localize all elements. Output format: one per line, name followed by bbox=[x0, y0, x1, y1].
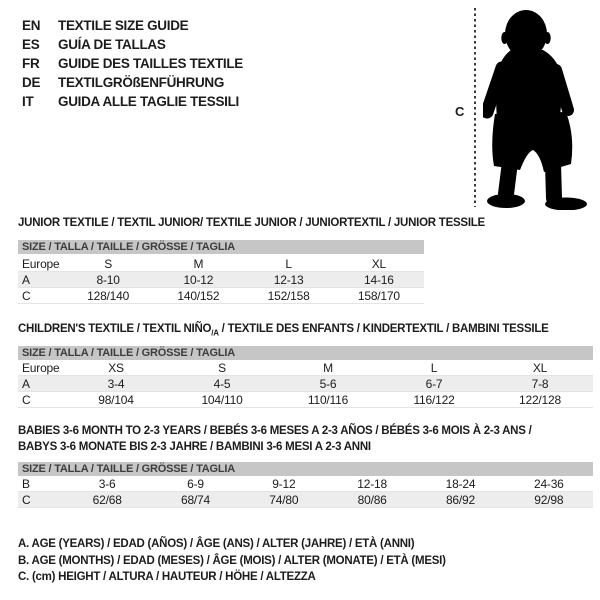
guide-title: GUIDA ALLE TAGLIE TESSILI bbox=[58, 94, 239, 109]
value-cell: 12-13 bbox=[244, 272, 334, 288]
table-row bbox=[18, 376, 593, 392]
value-cell: 24-36 bbox=[505, 476, 593, 492]
region-label: Europe bbox=[18, 256, 63, 272]
value-cell: 12-18 bbox=[328, 476, 416, 492]
babies-size-header-bar: SIZE / TALLA / TAILLE / GRÖSSE / TAGLIA bbox=[18, 462, 593, 476]
value-cell: 152/158 bbox=[244, 288, 334, 304]
size-cell: L bbox=[381, 360, 487, 376]
guide-title: GUÍA DE TALLAS bbox=[58, 37, 166, 52]
row-label: A bbox=[18, 376, 63, 392]
footnotes bbox=[18, 536, 446, 586]
language-code: DE bbox=[22, 75, 41, 90]
language-row bbox=[22, 16, 243, 35]
junior-section-title: JUNIOR TEXTILE / TEXTIL JUNIOR/ TEXTILE JUNIOR / JUNIORTEXTIL / JUNIOR TESSILE bbox=[18, 217, 485, 229]
value-cell: 3-4 bbox=[63, 376, 169, 392]
height-measure-label: C bbox=[455, 104, 465, 119]
row-label: C bbox=[18, 392, 63, 408]
language-row bbox=[22, 54, 243, 73]
value-cell: 116/122 bbox=[381, 392, 487, 408]
table-row bbox=[18, 272, 424, 288]
value-cell: 122/128 bbox=[487, 392, 593, 408]
table-row bbox=[18, 476, 593, 492]
language-row bbox=[22, 92, 243, 111]
value-cell: 18-24 bbox=[416, 476, 504, 492]
guide-title: TEXTILGRÖßENFÜHRUNG bbox=[58, 75, 225, 90]
size-cell: XS bbox=[63, 360, 169, 376]
table-row bbox=[18, 492, 593, 508]
value-cell: 140/152 bbox=[153, 288, 243, 304]
size-cell: M bbox=[275, 360, 381, 376]
footnote-a: A. AGE (YEARS) / EDAD (AÑOS) / ÂGE (ANS) / ALTER (JAHRE) / ETÀ (ANNI) bbox=[18, 538, 415, 550]
size-cell: XL bbox=[334, 256, 424, 272]
guide-title: GUIDE DES TAILLES TEXTILE bbox=[58, 56, 244, 71]
region-label: Europe bbox=[18, 360, 63, 376]
baby-silhouette-image bbox=[483, 4, 597, 210]
footnote-c: C. (cm) HEIGHT / ALTURA / HAUTEUR / HÖHE / ALTEZZA bbox=[18, 571, 316, 583]
babies-title-line2: BABYS 3-6 MONATE BIS 2-3 JAHRE / BAMBINI 3-6 MESI A 2-3 ANNI bbox=[18, 440, 371, 453]
row-label: A bbox=[18, 272, 63, 288]
children-section-title bbox=[18, 323, 549, 337]
children-size-table bbox=[18, 360, 593, 408]
table-row bbox=[18, 256, 424, 272]
value-cell: 128/140 bbox=[63, 288, 153, 304]
language-code: FR bbox=[22, 56, 40, 71]
value-cell: 80/86 bbox=[328, 492, 416, 508]
size-cell: XL bbox=[487, 360, 593, 376]
junior-size-table bbox=[18, 256, 424, 304]
value-cell: 8-10 bbox=[63, 272, 153, 288]
value-cell: 68/74 bbox=[151, 492, 239, 508]
value-cell: 86/92 bbox=[416, 492, 504, 508]
children-title-text: CHILDREN'S TEXTILE / TEXTIL NIÑO bbox=[18, 323, 212, 335]
row-label: B bbox=[18, 476, 63, 492]
value-cell: 9-12 bbox=[240, 476, 328, 492]
language-code: ES bbox=[22, 37, 40, 52]
babies-section-title bbox=[18, 424, 578, 455]
value-cell: 74/80 bbox=[240, 492, 328, 508]
language-title-list bbox=[22, 16, 243, 111]
children-title-text: / TEXTILE DES ENFANTS / KINDERTEXTIL / BAMBINI TESSILE bbox=[218, 323, 549, 335]
children-size-header-bar: SIZE / TALLA / TAILLE / GRÖSSE / TAGLIA bbox=[18, 346, 593, 360]
value-cell: 6-9 bbox=[151, 476, 239, 492]
size-cell: S bbox=[169, 360, 275, 376]
table-row bbox=[18, 288, 424, 304]
row-label: C bbox=[18, 492, 63, 508]
value-cell: 3-6 bbox=[63, 476, 151, 492]
language-code: EN bbox=[22, 18, 41, 33]
guide-title: TEXTILE SIZE GUIDE bbox=[58, 18, 189, 33]
value-cell: 7-8 bbox=[487, 376, 593, 392]
height-measure-dashed-line bbox=[474, 8, 476, 207]
babies-size-table bbox=[18, 476, 593, 508]
value-cell: 6-7 bbox=[381, 376, 487, 392]
table-row bbox=[18, 392, 593, 408]
footnote-b: B. AGE (MONTHS) / EDAD (MESES) / ÂGE (MOIS) / ALTER (MONATE) / ETÀ (MESI) bbox=[18, 554, 446, 567]
size-cell: S bbox=[63, 256, 153, 272]
value-cell: 4-5 bbox=[169, 376, 275, 392]
value-cell: 110/116 bbox=[275, 392, 381, 408]
table-row bbox=[18, 360, 593, 376]
value-cell: 158/170 bbox=[334, 288, 424, 304]
value-cell: 62/68 bbox=[63, 492, 151, 508]
value-cell: 104/110 bbox=[169, 392, 275, 408]
row-label: C bbox=[18, 288, 63, 304]
junior-size-header-bar: SIZE / TALLA / TAILLE / GRÖSSE / TAGLIA bbox=[18, 240, 424, 254]
size-cell: M bbox=[153, 256, 243, 272]
value-cell: 10-12 bbox=[153, 272, 243, 288]
size-cell: L bbox=[244, 256, 334, 272]
language-row bbox=[22, 73, 243, 92]
babies-title-line1: BABIES 3-6 MONTH TO 2-3 YEARS / BEBÉS 3-6 MESES A 2-3 AÑOS / BÉBÉS 3-6 MOIS À 2-3 ANS / bbox=[18, 425, 532, 437]
value-cell: 92/98 bbox=[505, 492, 593, 508]
language-code: IT bbox=[22, 94, 34, 109]
value-cell: 5-6 bbox=[275, 376, 381, 392]
value-cell: 98/104 bbox=[63, 392, 169, 408]
children-title-subscript: /A bbox=[211, 328, 219, 338]
language-row bbox=[22, 35, 243, 54]
value-cell: 14-16 bbox=[334, 272, 424, 288]
